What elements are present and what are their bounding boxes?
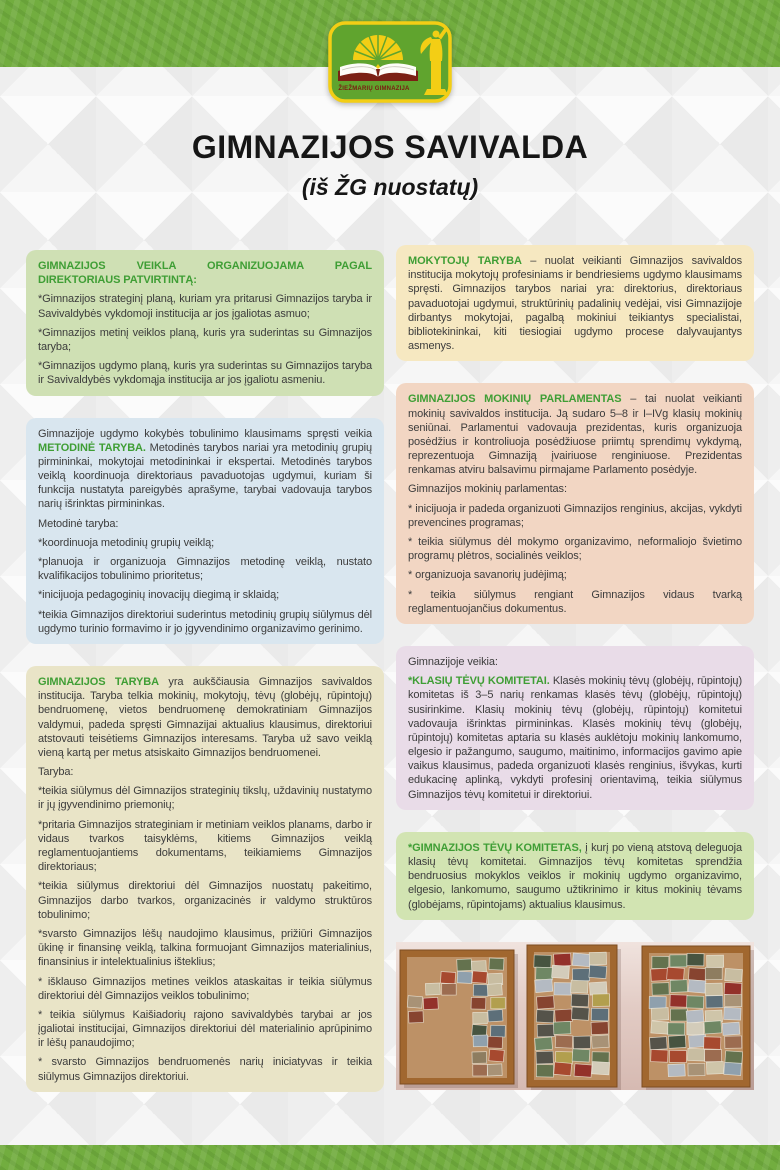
paragraph-text: Taryba:: [38, 766, 74, 779]
paragraph-text: *inicijuoja pedagoginių inovacijų diegimą ir sklaidą;: [38, 589, 280, 602]
paragraph: [38, 1055, 372, 1083]
photo-collage-graphic: [396, 942, 754, 1090]
paragraph: [38, 879, 372, 922]
school-name: ŽIEŽMARIŲ GIMNAZIJA: [338, 86, 410, 92]
term-strong: GIMNAZIJOS TARYBA: [38, 675, 159, 688]
term-strong: GIMNAZIJOS MOKINIŲ PARLAMENTAS: [408, 393, 622, 406]
paragraph: [38, 675, 372, 760]
paragraph-text: Gimnazijos mokinių parlamentas:: [408, 483, 567, 496]
paragraph: [38, 765, 372, 779]
paragraph-text: Gimnazijoje veikia:: [408, 655, 498, 668]
board-zero-1: [527, 945, 617, 1087]
paragraph-text: Metodinė taryba:: [38, 517, 119, 530]
paragraph: [408, 502, 742, 530]
paragraph: [38, 292, 372, 320]
paragraph: [408, 535, 742, 563]
paragraph-text: * svarsto Gimnazijos bendruomenės narių iniciatyvas ir teikia siūlymus Gimnazijos direktoriui.: [38, 1056, 372, 1083]
paragraph: [38, 608, 372, 636]
paragraph-text: Gimnazijoje ugdymo kokybės tobulinimo klausimams spręsti veikia: [38, 427, 372, 440]
paragraph-text: *Gimnazijos metinį veiklos planą, kuris yra suderintas su Gimnazijos taryba;: [38, 326, 372, 353]
page-title: GIMNAZIJOS SAVIVALDA: [191, 129, 589, 165]
info-box: [396, 245, 754, 361]
board-zero-2: [642, 946, 750, 1087]
paragraph-text: * inicijuoja ir padeda organizuoti Gimnazijos renginius, akcijas, vykdyti prevencines programas;: [408, 502, 742, 529]
paragraph-text: *planuoja ir organizuoja Gimnazijos metodinę veiklą, nustato kvalifikacijos tobulinimo prioritetus;: [38, 556, 372, 583]
paragraph-text: * teikia siūlymus rengiant Gimnazijos vidaus tvarką reglamentuojančius dokumentus.: [408, 588, 742, 615]
paragraph: [38, 536, 372, 550]
paragraph: [38, 555, 372, 583]
paragraph-text: į kurį po vieną atstovą deleguoja klasių tėvų komitetai. Gimnazijos tėvų komitetas sprendžia bendruosius mokyklos veiklos ir mokinių ugdymo organizavimo, elgesio, lankomumo, saugumo užtikrinimo ir kitus mokinių tėvams (globėjams, rūpintojams) aktualius klausimus.: [408, 841, 742, 911]
term-strong: MOKYTOJŲ TARYBA: [408, 255, 522, 267]
paragraph-text: Klasės mokinių tėvų (globėjų, rūpintojų) komitetas iš 3–5 narių renkamas klasės tėvų (globėjų, rūpintojų) susirinkime. Klasių mokinių tėvų (globėjų, rūpintojų) komitetui vadovauja išrinktas pirmininkas. Klasės mokinių tėvų (globėjų, rūpintojų) komitetas aptaria su klasės auklėtoju mokinių lankomumo, elgesio ir pažangumo, saugumo, maitinimo, informacijos gavimo apie vaikus klausimus, padeda organizuoti klasės renginius, išvykas, kurti edukacinę aplinką, vykdyti profesinį orientavimą, teikia siūlymus Gimnazijos tėvų komitetui ir direktoriui.: [408, 675, 743, 801]
content-columns: [26, 245, 754, 1092]
paragraph-text: * teikia siūlymus Kaišiadorių rajono savivaldybės tarybai ar jos įgaliotai institucijai, Gimnazijos direktoriui dėl materialinio aprūpinimo ir lėšų panaudojimo;: [38, 1008, 372, 1050]
anniversary-boards-photo: [396, 942, 754, 1090]
paragraph-text: – nuolat veikianti Gimnazijos savivaldos institucija mokytojų profesiniams ir bendriesiems ugdymo klausimams spręsti. Gimnazijos tarybos nariai yra: direktorius, direktoriaus pavaduotojai ugdymui, struktūrinių padalinių vedėjai, visi Gimnazijoje dirbantys mokytojai, pagalbą mokiniui teikiantys specialistai, bibliotekininkai, kiti tiesiogiai ugdymo procese dalyvaujantys asmenys.: [408, 255, 742, 353]
paragraph-text: *koordinuoja metodinių grupių veiklą;: [38, 536, 215, 549]
poster-header: [0, 129, 780, 201]
paragraph: [408, 568, 742, 582]
paragraph-text: Metodinės tarybos nariai yra metodinių grupių pirmininkai, mokytojai metodininkai ir ekspertai. Metodinės tarybos veiklą koordinuoja direktoriaus pavaduotojas ugdymui, kuriam ši funkcija nustatyta pareigybės aprašyme, tarybai vadovauja tarybos narių išrinktas pirmininkas.: [38, 441, 372, 511]
right-column: [396, 245, 754, 1092]
paragraph-text: *teikia siūlymus dėl Gimnazijos strateginių tikslų, uždavinių nustatymo ir jų įgyvendinimo priemonių;: [38, 785, 372, 812]
info-box: [26, 418, 384, 644]
paragraph-text: – tai nuolat veikianti mokinių savivaldos institucija. Ją sudaro 5–8 ir I–IVg klasių mokinių seniūnai. Parlamentui vadovauja prezidentas, kuris organizuoja posėdžius ir kontroliuoja posėdžiuose priimtų sprendimų vykdymą, reprezentuoja Gimnaziją įvairiuose renginiuose. Prezidentas renkamas atviru balsavimu pirmajame Parlamento posėdyje.: [408, 393, 742, 477]
paragraph: [408, 655, 742, 669]
paragraph-text: *teikia siūlymus direktoriui dėl Gimnazijos nuostatų pakeitimo, Gimnazijos darbo tvarkos, organizacinės ir valdymo struktūros tobulinimo;: [38, 880, 372, 921]
paragraph-text: yra aukščiausia Gimnazijos savivaldos institucija. Taryba telkia mokinių, mokytojų, tėvų (globėjų, rūpintojų) bendruomenę, vietos bendruomenę demokratiniam Gimnazijos valdymui, padeda spręsti Gimnazijai aktualius klausimus, direktoriui atstovauti teisėtiems Gimnazijos interesams. Taryba už savo veiklą vieną kartą per metus atsiskaito Gimnazijos bendruomenei.: [38, 675, 372, 759]
term-strong: METODINĖ TARYBA.: [38, 441, 146, 454]
paragraph-text: *pritaria Gimnazijos strateginiam ir metiniam veiklos planams, darbo ir vidaus tvarkos taisyklėms, kitiems Gimnazijos veiklą reglamentuojantiems dokumentams, teikiamiems Gimnazijos direktoriaus;: [38, 818, 372, 874]
board-one: [400, 950, 514, 1084]
paragraph: [38, 818, 372, 875]
info-box: [26, 250, 384, 396]
paragraph: [38, 975, 372, 1003]
paragraph-text: *Gimnazijos strateginį planą, kuriam yra pritarusi Gimnazijos taryba ir Savivaldybės vykdomoji institucija ar jos įgaliotas asmuo;: [38, 293, 372, 320]
paragraph: [408, 392, 742, 477]
info-box: [26, 666, 384, 1092]
paragraph: [38, 517, 372, 531]
paragraph: [38, 326, 372, 354]
page-subtitle: (iš ŽG nuostatų): [301, 174, 479, 200]
paragraph: [38, 927, 372, 970]
paragraph-text: * išklauso Gimnazijos metines veiklos ataskaitas ir teikia siūlymus direktoriui dėl Gimnazijos veiklos tobulinimo;: [38, 975, 372, 1002]
paragraph: [38, 588, 372, 602]
info-box: [396, 383, 754, 624]
paragraph: [38, 1008, 372, 1051]
info-box: [396, 646, 754, 810]
paragraph: [408, 482, 742, 496]
paragraph: [38, 427, 372, 512]
paragraph: [408, 674, 742, 802]
term-strong: *GIMNAZIJOS TĖVŲ KOMITETAS,: [408, 841, 582, 854]
paragraph: [408, 254, 742, 353]
info-box: [396, 832, 754, 920]
paragraph: [38, 359, 372, 387]
school-logo: [328, 21, 452, 103]
paragraph-text: * organizuoja savanorių judėjimą;: [408, 569, 567, 582]
term-strong: *KLASIŲ TĖVŲ KOMITETAI.: [408, 675, 550, 688]
paragraph-text: * teikia siūlymus dėl mokymo organizavimo, neformaliojo švietimo programų plėtros, socialinės veiklos;: [408, 536, 742, 563]
paragraph: [408, 588, 742, 616]
paragraph: [38, 784, 372, 812]
bottom-border: [0, 1145, 780, 1170]
paragraph-text: *svarsto Gimnazijos lėšų naudojimo klausimus, prižiūri Gimnazijos ūkinę ir finansinę veiklą, talkina formuojant Gimnazijos materialinius, finansinius ir intelektualinius išteklius;: [38, 927, 372, 969]
paragraph-text: *teikia Gimnazijos direktoriui suderintus metodinių grupių siūlymus dėl ugdymo turinio formavimo ir jo įgyvendinimo organizavimo gerinimo.: [38, 608, 372, 635]
left-column: [26, 245, 384, 1092]
school-logo-icon: [328, 21, 452, 103]
paragraph: [408, 841, 742, 912]
paragraph-text: *Gimnazijos ugdymo planą, kuris yra suderintas su Gimnazijos taryba ir Savivaldybės vykdomąja institucija ar jos įgaliotu asmeniu.: [38, 360, 372, 387]
box-heading: GIMNAZIJOS VEIKLA ORGANIZUOJAMA PAGAL DIREKTORIAUS PATVIRTINTĄ:: [38, 260, 372, 287]
